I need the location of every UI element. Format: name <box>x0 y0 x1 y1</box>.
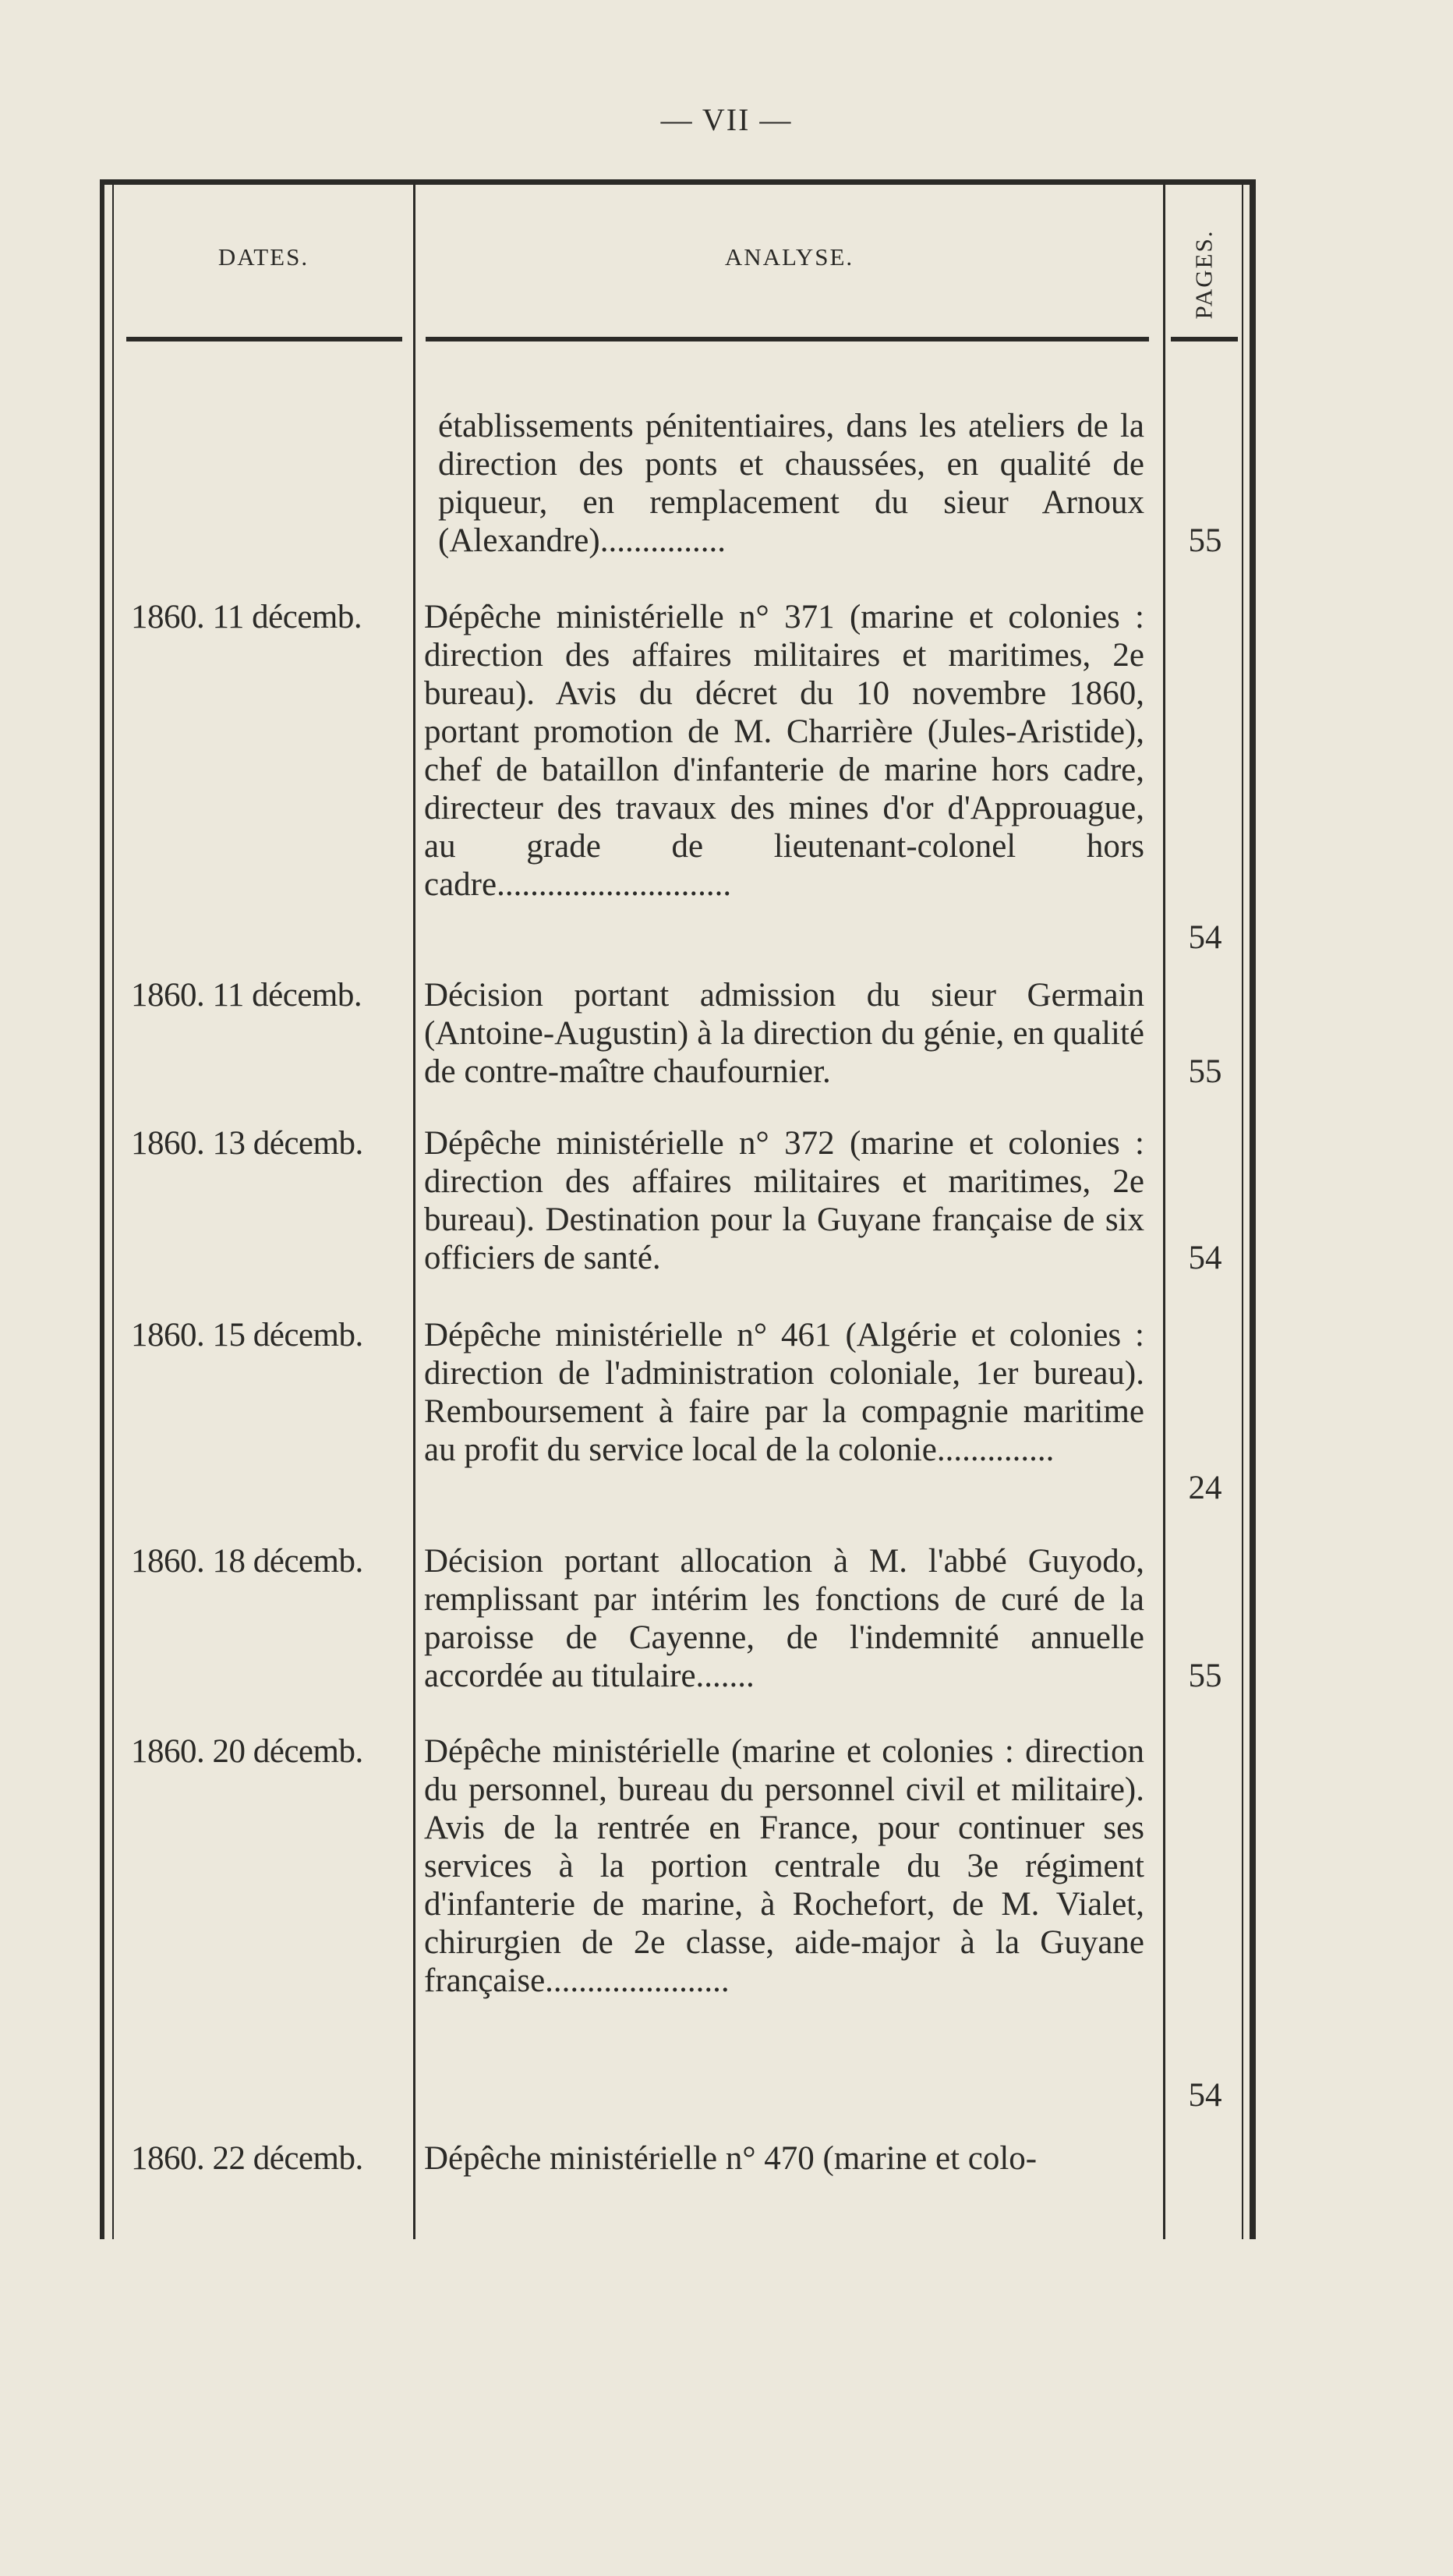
column-divider-dates <box>413 179 415 2239</box>
table-border-right-inner <box>1242 179 1243 2239</box>
table-border-left <box>100 179 104 2239</box>
entry-date: 1860. 22 décemb. <box>131 2140 363 2177</box>
entry-analysis: Dépêche ministérielle n° 470 (marine et colo- <box>424 2140 1038 2177</box>
entry-page: 54 <box>1188 1240 1222 1276</box>
entry-date: 1860. 20 décemb. <box>131 1733 363 1770</box>
entry-analysis: Décision portant admission du sieur Germain (Antoine-Augustin) à la direction du génie, en qualité de contre-maître chaufournier. <box>424 977 1144 1090</box>
entry-date: 1860. 18 décemb. <box>131 1543 363 1580</box>
entry-analysis: Décision portant allocation à M. l'abbé Guyodo, remplissant par intérim les fonctions de curé de la paroisse de Cayenne, de l'indemnité annuelle accordée au titulaire....... <box>424 1543 1144 1694</box>
entry-page: 24 <box>1188 1470 1222 1506</box>
entry-analysis: Dépêche ministérielle n° 371 (marine et colonies : direction des affaires militaires et maritimes, 2e bureau). Avis du décret du 10 novembre 1860, portant promotion de M. Charrière (Jules-Aristide), chef de bataillon d'infanterie de marine hors cadre, directeur des travaux des mines d'or d'Approuague, au grade de lieutenant-colonel hors cadre............................ <box>424 599 1144 903</box>
column-header-analyse: ANALYSE. <box>724 243 854 271</box>
entry-analysis: Dépêche ministérielle n° 461 (Algérie et colonies : direction de l'administration coloniale, 1er bureau). Remboursement à faire par la compagnie maritime au profit du service local de la colonie.............. <box>424 1317 1144 1468</box>
entry-analysis: Dépêche ministérielle n° 372 (marine et colonies : direction des affaires militaires et maritimes, 2e bureau). Destination pour la Guyane française de six officiers de santé. <box>424 1125 1144 1276</box>
column-divider-analyse <box>1163 179 1165 2239</box>
entry-analysis: établissements pénitentiaires, dans les ateliers de la direction des ponts et chaussées, en qualité de piqueur, en remplacement du sieur Arnoux (Alexandre)............... <box>438 408 1144 559</box>
entry-date: 1860. 11 décemb. <box>131 977 362 1014</box>
entry-page: 54 <box>1188 2077 1222 2114</box>
entry-page: 55 <box>1188 522 1222 559</box>
column-header-dates: DATES. <box>217 243 309 271</box>
entry-page: 54 <box>1188 919 1222 956</box>
header-rule-dates <box>126 337 402 341</box>
entry-page: 55 <box>1188 1053 1222 1090</box>
header-rule-pages <box>1171 337 1238 341</box>
page-folio: — VII — <box>660 102 793 137</box>
column-header-pages-label: PAGES. <box>1190 229 1218 320</box>
entry-analysis: Dépêche ministérielle (marine et colonies : direction du personnel, bureau du personnel civil et militaire). Avis de la rentrée en France, pour continuer ses services à la portion centrale du 3e régiment d'infanterie de marine, à Rochefort, de M. Vialet, chirurgien de 2e classe, aide-major à la Guyane française...................... <box>424 1733 1144 1999</box>
table-border-right <box>1250 179 1256 2239</box>
header-rule-analyse <box>426 337 1149 341</box>
entry-date: 1860. 13 décemb. <box>131 1125 363 1162</box>
table-border-left-inner <box>112 179 114 2239</box>
entry-page: 55 <box>1188 1658 1222 1694</box>
entry-date: 1860. 15 décemb. <box>131 1317 363 1353</box>
entry-date: 1860. 11 décemb. <box>131 599 362 635</box>
column-header-pages <box>1163 204 1246 345</box>
